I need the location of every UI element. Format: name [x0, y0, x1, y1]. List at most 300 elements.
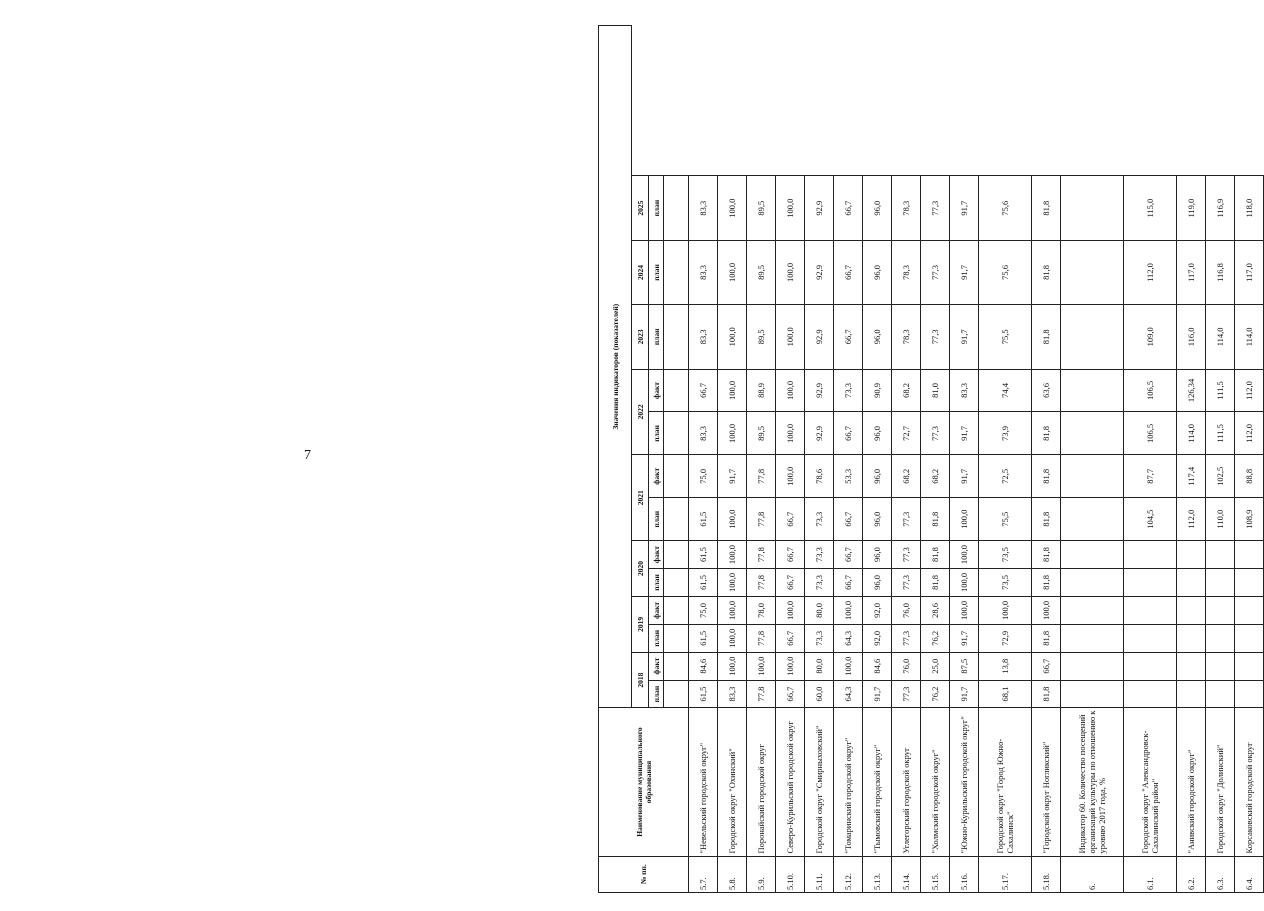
- row-number: 6.4.: [1235, 856, 1264, 892]
- value-cell: 72,9: [979, 624, 1032, 652]
- value-cell: 111,5: [1206, 369, 1235, 412]
- table-row: [1177, 26, 1206, 893]
- year-header: 2019: [632, 596, 649, 652]
- value-cell: 100,0: [950, 498, 979, 541]
- value-cell: 77,3: [892, 624, 921, 652]
- value-cell: 96,0: [863, 498, 892, 541]
- fact-header: факт: [649, 541, 664, 569]
- value-cell: 77,3: [892, 569, 921, 597]
- municipality-name: Поронайский городской округ: [747, 708, 776, 856]
- value-cell: 77,3: [921, 412, 950, 455]
- row-number: 5.12.: [834, 856, 863, 892]
- value-cell: 96,0: [863, 240, 892, 304]
- value-cell: 100,0: [718, 176, 747, 240]
- value-cell: [1124, 541, 1177, 569]
- value-cell: 68,2: [921, 455, 950, 498]
- value-cell: 104,5: [1124, 498, 1177, 541]
- row-number: 5.9.: [747, 856, 776, 892]
- row-number: 5.13.: [863, 856, 892, 892]
- value-cell: 100,0: [718, 305, 747, 369]
- value-cell: 96,0: [863, 305, 892, 369]
- row-number: 6.3.: [1206, 856, 1235, 892]
- header-no: № пп.: [599, 856, 689, 892]
- value-cell: 119,0: [1177, 176, 1206, 240]
- value-cell: 68,2: [892, 369, 921, 412]
- empty-header-cell: [664, 176, 689, 240]
- value-cell: 89,5: [747, 240, 776, 304]
- municipality-name: "Невельский городской округ": [689, 708, 718, 856]
- empty-header-cell: [664, 652, 689, 680]
- value-cell: 109,0: [1124, 305, 1177, 369]
- value-cell: 91,7: [950, 455, 979, 498]
- row-number: 5.10.: [776, 856, 805, 892]
- value-cell: 81,8: [921, 541, 950, 569]
- value-cell: 64,3: [834, 624, 863, 652]
- value-cell: 90,9: [863, 369, 892, 412]
- value-cell: 66,7: [834, 498, 863, 541]
- value-cell: 77,3: [892, 498, 921, 541]
- value-cell: 100,0: [776, 455, 805, 498]
- value-cell: [1206, 569, 1235, 597]
- header-name: Наименование муниципального образования: [599, 708, 689, 856]
- empty-header-cell: [664, 596, 689, 624]
- value-cell: 68,2: [892, 455, 921, 498]
- row-number: 5.11.: [805, 856, 834, 892]
- value-cell: 75,5: [979, 498, 1032, 541]
- value-cell: [1235, 541, 1264, 569]
- value-cell: 100,0: [718, 569, 747, 597]
- fact-header: факт: [649, 455, 664, 498]
- value-cell: 91,7: [950, 176, 979, 240]
- value-cell: 81,8: [1032, 412, 1061, 455]
- value-cell: [1206, 541, 1235, 569]
- municipality-name: "Анивский городской округ": [1177, 708, 1206, 856]
- value-cell: 112,0: [1235, 369, 1264, 412]
- value-cell: [1177, 596, 1206, 624]
- value-cell: 78,3: [892, 305, 921, 369]
- municipality-name: Корсаковский городской округ: [1235, 708, 1264, 856]
- header-values: Значения индикаторов (показателей): [599, 26, 632, 708]
- value-cell: 96,0: [863, 176, 892, 240]
- plan-header: план: [649, 305, 664, 369]
- value-cell: [1061, 569, 1124, 597]
- value-cell: 126,34: [1177, 369, 1206, 412]
- value-cell: 92,9: [805, 305, 834, 369]
- value-cell: [1177, 680, 1206, 708]
- value-cell: 87,5: [950, 652, 979, 680]
- value-cell: 77,8: [747, 455, 776, 498]
- value-cell: 81,8: [921, 498, 950, 541]
- value-cell: 66,7: [834, 569, 863, 597]
- page-number: 7: [304, 448, 311, 463]
- plan-header: план: [649, 240, 664, 304]
- table-row: [747, 26, 776, 893]
- value-cell: 100,0: [1032, 596, 1061, 624]
- value-cell: 73,3: [805, 624, 834, 652]
- value-cell: 100,0: [776, 369, 805, 412]
- value-cell: 77,8: [747, 569, 776, 597]
- value-cell: 76,0: [892, 596, 921, 624]
- row-number: 5.17.: [979, 856, 1032, 892]
- row-number: 5.16.: [950, 856, 979, 892]
- municipality-name: Северо-Курильский городской округ: [776, 708, 805, 856]
- fact-header: факт: [649, 369, 664, 412]
- value-cell: 76,0: [892, 652, 921, 680]
- value-cell: 61,5: [689, 680, 718, 708]
- value-cell: 83,3: [689, 305, 718, 369]
- value-cell: 77,8: [747, 541, 776, 569]
- value-cell: 83,3: [689, 240, 718, 304]
- value-cell: 77,8: [747, 680, 776, 708]
- value-cell: 100,0: [747, 652, 776, 680]
- value-cell: 91,7: [950, 305, 979, 369]
- row-number: 5.14.: [892, 856, 921, 892]
- row-number: 6.: [1061, 856, 1124, 892]
- value-cell: 112,0: [1235, 412, 1264, 455]
- municipality-name: Городской округ "Долинский": [1206, 708, 1235, 856]
- value-cell: 77,3: [892, 541, 921, 569]
- value-cell: 77,8: [747, 624, 776, 652]
- value-cell: [1061, 412, 1124, 455]
- value-cell: 75,0: [689, 455, 718, 498]
- value-cell: 111,5: [1206, 412, 1235, 455]
- value-cell: 100,0: [834, 596, 863, 624]
- value-cell: 100,0: [776, 412, 805, 455]
- value-cell: [1235, 680, 1264, 708]
- value-cell: 66,7: [834, 305, 863, 369]
- value-cell: 66,7: [834, 541, 863, 569]
- value-cell: 106,5: [1124, 369, 1177, 412]
- table-row: [776, 26, 805, 893]
- plan-header: план: [649, 624, 664, 652]
- value-cell: 116,9: [1206, 176, 1235, 240]
- table-row: [921, 26, 950, 893]
- value-cell: 13,8: [979, 652, 1032, 680]
- value-cell: 100,0: [718, 369, 747, 412]
- value-cell: 81,8: [1032, 498, 1061, 541]
- value-cell: 110,0: [1206, 498, 1235, 541]
- value-cell: [1177, 569, 1206, 597]
- value-cell: 96,0: [863, 455, 892, 498]
- value-cell: 64,3: [834, 680, 863, 708]
- indicators-table: [598, 25, 1264, 893]
- value-cell: 68,1: [979, 680, 1032, 708]
- municipality-name: Городской округ "Александровск-Сахалинский район": [1124, 708, 1177, 856]
- value-cell: [1206, 624, 1235, 652]
- year-header: 2021: [632, 455, 649, 541]
- row-number: 5.7.: [689, 856, 718, 892]
- value-cell: 73,3: [805, 498, 834, 541]
- table-row: [805, 26, 834, 893]
- municipality-name: Углегорский городской округ: [892, 708, 921, 856]
- value-cell: 83,3: [689, 412, 718, 455]
- table-row: [1032, 26, 1061, 893]
- value-cell: [1177, 652, 1206, 680]
- year-header: 2023: [632, 305, 649, 369]
- value-cell: 81,8: [1032, 240, 1061, 304]
- value-cell: 88,9: [747, 369, 776, 412]
- value-cell: 100,0: [950, 541, 979, 569]
- value-cell: 100,0: [718, 596, 747, 624]
- value-cell: [1061, 305, 1124, 369]
- value-cell: [1124, 596, 1177, 624]
- plan-header: план: [649, 569, 664, 597]
- value-cell: 61,5: [689, 541, 718, 569]
- value-cell: 76,2: [921, 680, 950, 708]
- value-cell: 92,9: [805, 369, 834, 412]
- value-cell: 76,2: [921, 624, 950, 652]
- value-cell: [1061, 240, 1124, 304]
- table-row: [950, 26, 979, 893]
- value-cell: 66,7: [776, 624, 805, 652]
- value-cell: 73,3: [805, 569, 834, 597]
- fact-header: факт: [649, 652, 664, 680]
- value-cell: 100,0: [718, 624, 747, 652]
- table-row: [718, 26, 747, 893]
- value-cell: 115,0: [1124, 176, 1177, 240]
- value-cell: 91,7: [863, 680, 892, 708]
- municipality-name: Городской округ "Смирныховский": [805, 708, 834, 856]
- value-cell: 75,0: [689, 596, 718, 624]
- value-cell: 77,3: [921, 240, 950, 304]
- row-number: 5.18.: [1032, 856, 1061, 892]
- value-cell: 108,9: [1235, 498, 1264, 541]
- plan-header: план: [649, 498, 664, 541]
- value-cell: 88,8: [1235, 455, 1264, 498]
- value-cell: 28,6: [921, 596, 950, 624]
- empty-header-cell: [664, 624, 689, 652]
- value-cell: 114,0: [1235, 305, 1264, 369]
- value-cell: 80,0: [805, 652, 834, 680]
- value-cell: 96,0: [863, 569, 892, 597]
- value-cell: 80,0: [805, 596, 834, 624]
- value-cell: 77,3: [921, 305, 950, 369]
- value-cell: 66,7: [834, 176, 863, 240]
- value-cell: 100,0: [950, 569, 979, 597]
- value-cell: 73,9: [979, 412, 1032, 455]
- row-number: 6.1.: [1124, 856, 1177, 892]
- value-cell: 75,6: [979, 176, 1032, 240]
- value-cell: 100,0: [718, 652, 747, 680]
- value-cell: 112,0: [1124, 240, 1177, 304]
- row-number: 6.2.: [1177, 856, 1206, 892]
- year-header: 2024: [632, 240, 649, 304]
- table-row: [1206, 26, 1235, 893]
- value-cell: [1206, 652, 1235, 680]
- value-cell: [1177, 624, 1206, 652]
- value-cell: 53,3: [834, 455, 863, 498]
- value-cell: 117,0: [1177, 240, 1206, 304]
- value-cell: 100,0: [776, 176, 805, 240]
- empty-header-cell: [664, 498, 689, 541]
- empty-header-cell: [664, 455, 689, 498]
- value-cell: 78,0: [747, 596, 776, 624]
- value-cell: 89,5: [747, 412, 776, 455]
- municipality-name: Городской округ "Город Южно-Сахалинск": [979, 708, 1032, 856]
- municipality-name: Городской округ "Охинский": [718, 708, 747, 856]
- year-header: 2018: [632, 652, 649, 708]
- value-cell: 91,7: [950, 240, 979, 304]
- empty-header-cell: [664, 680, 689, 708]
- value-cell: 106,5: [1124, 412, 1177, 455]
- value-cell: 84,6: [863, 652, 892, 680]
- value-cell: 72,7: [892, 412, 921, 455]
- value-cell: 63,6: [1032, 369, 1061, 412]
- value-cell: [1061, 652, 1124, 680]
- value-cell: 73,3: [805, 541, 834, 569]
- value-cell: [1061, 541, 1124, 569]
- value-cell: 100,0: [718, 541, 747, 569]
- value-cell: 75,6: [979, 240, 1032, 304]
- value-cell: 83,3: [950, 369, 979, 412]
- value-cell: 100,0: [776, 596, 805, 624]
- year-header: 2025: [632, 176, 649, 240]
- value-cell: 118,0: [1235, 176, 1264, 240]
- value-cell: 66,7: [776, 498, 805, 541]
- value-cell: 117,4: [1177, 455, 1206, 498]
- year-header: 2020: [632, 541, 649, 597]
- table-row: [979, 26, 1032, 893]
- value-cell: [1206, 680, 1235, 708]
- value-cell: 100,0: [979, 596, 1032, 624]
- empty-header-cell: [664, 369, 689, 412]
- municipality-name: "Холмский городской округ": [921, 708, 950, 856]
- table-row: [1061, 26, 1124, 893]
- value-cell: [1124, 652, 1177, 680]
- value-cell: 61,5: [689, 498, 718, 541]
- value-cell: 114,0: [1177, 412, 1206, 455]
- value-cell: 81,8: [1032, 569, 1061, 597]
- value-cell: 81,0: [921, 369, 950, 412]
- value-cell: 83,3: [718, 680, 747, 708]
- value-cell: 92,0: [863, 624, 892, 652]
- empty-header-cell: [664, 412, 689, 455]
- year-header: 2022: [632, 369, 649, 455]
- value-cell: 60,0: [805, 680, 834, 708]
- value-cell: 81,8: [1032, 680, 1061, 708]
- value-cell: 78,6: [805, 455, 834, 498]
- value-cell: 78,3: [892, 176, 921, 240]
- value-cell: 92,9: [805, 240, 834, 304]
- value-cell: 96,0: [863, 541, 892, 569]
- value-cell: 73,5: [979, 569, 1032, 597]
- value-cell: 89,5: [747, 176, 776, 240]
- plan-header: план: [649, 412, 664, 455]
- plan-header: план: [649, 680, 664, 708]
- row-number: 5.8.: [718, 856, 747, 892]
- value-cell: 73,5: [979, 541, 1032, 569]
- value-cell: [1235, 624, 1264, 652]
- value-cell: 66,7: [1032, 652, 1061, 680]
- value-cell: [1206, 596, 1235, 624]
- plan-header: план: [649, 176, 664, 240]
- value-cell: 91,7: [718, 455, 747, 498]
- value-cell: [1235, 652, 1264, 680]
- value-cell: 91,7: [950, 412, 979, 455]
- value-cell: 81,8: [1032, 541, 1061, 569]
- value-cell: 116,8: [1206, 240, 1235, 304]
- value-cell: 25,0: [921, 652, 950, 680]
- value-cell: [1124, 569, 1177, 597]
- value-cell: 91,7: [950, 624, 979, 652]
- value-cell: 72,5: [979, 455, 1032, 498]
- value-cell: 81,8: [1032, 305, 1061, 369]
- municipality-name: "Городской округ Ногликский": [1032, 708, 1061, 856]
- empty-header-cell: [664, 240, 689, 304]
- value-cell: 81,8: [921, 569, 950, 597]
- value-cell: 66,7: [834, 412, 863, 455]
- value-cell: 100,0: [776, 240, 805, 304]
- empty-header-cell: [664, 305, 689, 369]
- value-cell: [1124, 680, 1177, 708]
- value-cell: 66,7: [776, 541, 805, 569]
- value-cell: [1061, 369, 1124, 412]
- value-cell: [1061, 498, 1124, 541]
- value-cell: 75,5: [979, 305, 1032, 369]
- value-cell: [1061, 680, 1124, 708]
- value-cell: 96,0: [863, 412, 892, 455]
- value-cell: 84,6: [689, 652, 718, 680]
- value-cell: 100,0: [718, 412, 747, 455]
- value-cell: 87,7: [1124, 455, 1177, 498]
- value-cell: 66,7: [689, 369, 718, 412]
- value-cell: 77,8: [747, 498, 776, 541]
- empty-header-cell: [664, 569, 689, 597]
- empty-header-cell: [664, 541, 689, 569]
- value-cell: 77,3: [892, 680, 921, 708]
- value-cell: 100,0: [834, 652, 863, 680]
- value-cell: [1061, 596, 1124, 624]
- value-cell: 61,5: [689, 624, 718, 652]
- value-cell: [1177, 541, 1206, 569]
- value-cell: 91,7: [950, 680, 979, 708]
- value-cell: [1124, 624, 1177, 652]
- value-cell: 100,0: [950, 596, 979, 624]
- value-cell: [1061, 455, 1124, 498]
- table-body: [689, 26, 1264, 893]
- value-cell: 73,3: [834, 369, 863, 412]
- value-cell: 81,8: [1032, 624, 1061, 652]
- municipality-name: "Южно-Курильский городской округ": [950, 708, 979, 856]
- table-row: [863, 26, 892, 893]
- value-cell: 66,7: [776, 680, 805, 708]
- value-cell: 83,3: [689, 176, 718, 240]
- municipality-name: "Томаринский городской округ": [834, 708, 863, 856]
- value-cell: 77,3: [921, 176, 950, 240]
- value-cell: 89,5: [747, 305, 776, 369]
- table-row: [834, 26, 863, 893]
- value-cell: 112,0: [1177, 498, 1206, 541]
- value-cell: 100,0: [718, 498, 747, 541]
- value-cell: 74,4: [979, 369, 1032, 412]
- value-cell: 66,7: [776, 569, 805, 597]
- table-row: [1124, 26, 1177, 893]
- value-cell: 100,0: [776, 305, 805, 369]
- fact-header: факт: [649, 596, 664, 624]
- table-row: [1235, 26, 1264, 893]
- value-cell: 81,8: [1032, 176, 1061, 240]
- value-cell: 100,0: [718, 240, 747, 304]
- value-cell: 117,0: [1235, 240, 1264, 304]
- value-cell: [1235, 596, 1264, 624]
- value-cell: [1235, 569, 1264, 597]
- value-cell: 92,0: [863, 596, 892, 624]
- value-cell: 78,3: [892, 240, 921, 304]
- rotated-table-wrapper: [598, 25, 1254, 893]
- value-cell: 114,0: [1206, 305, 1235, 369]
- value-cell: [1061, 624, 1124, 652]
- value-cell: [1061, 176, 1124, 240]
